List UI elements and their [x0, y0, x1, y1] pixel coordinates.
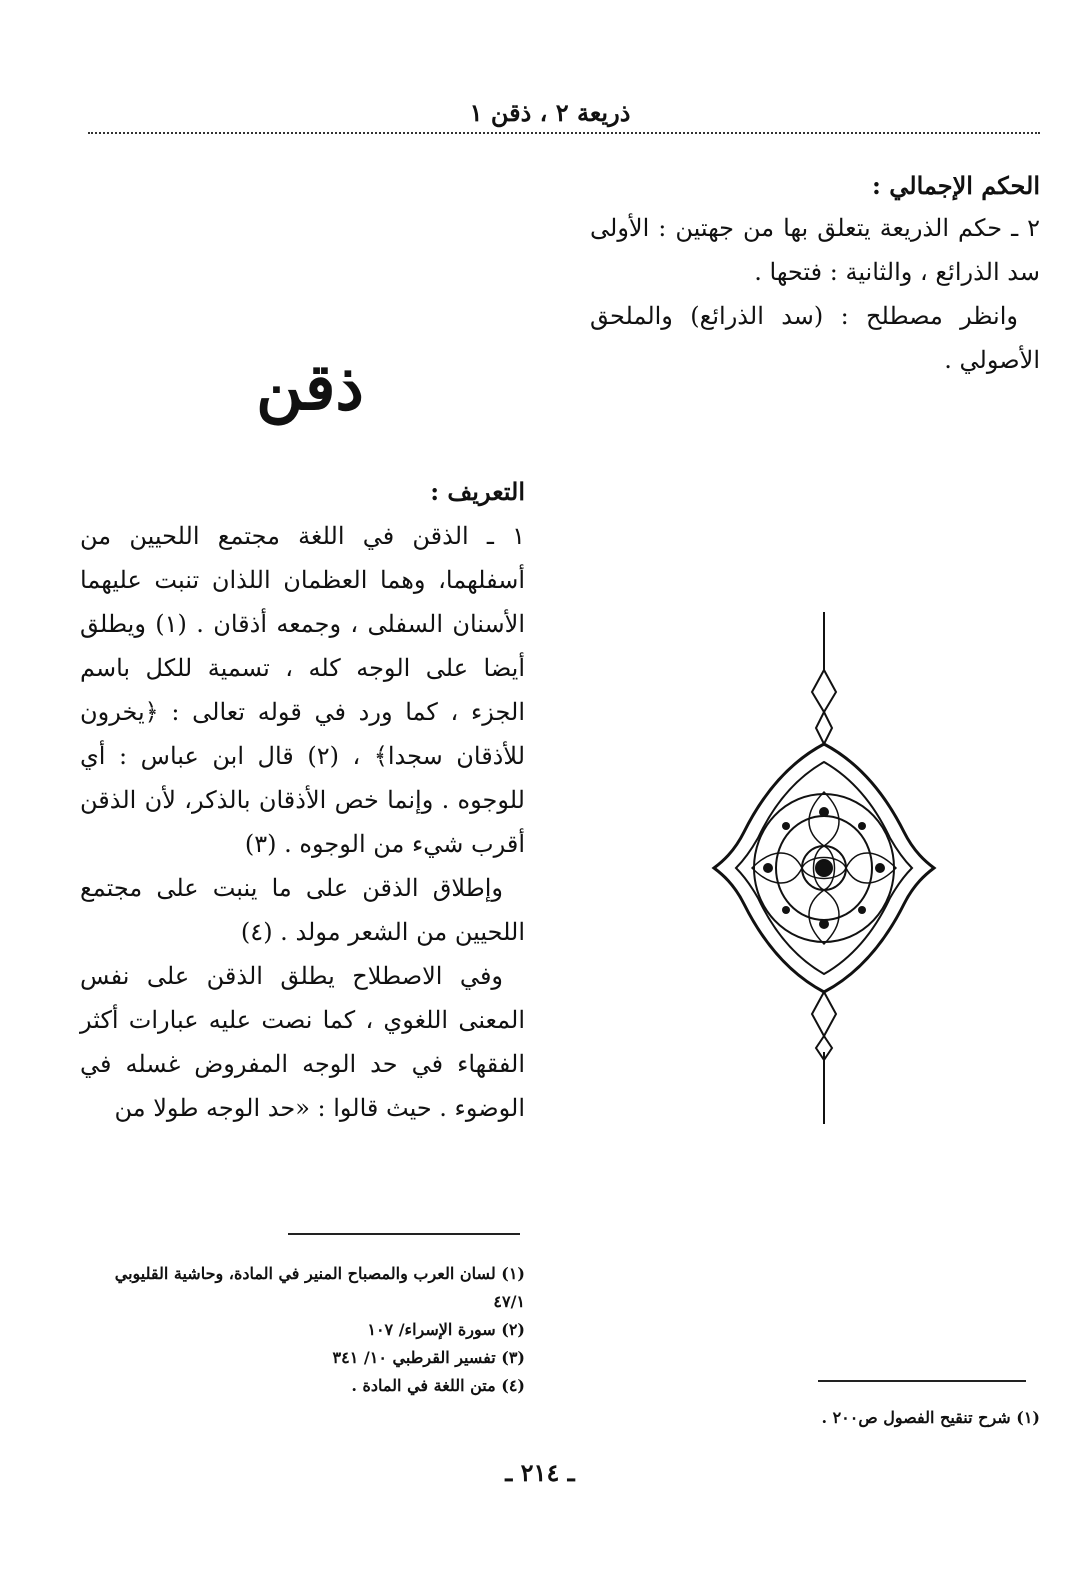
page-number: ـ ٢١٤ ـ — [505, 1458, 575, 1487]
left-footnote-divider — [288, 1233, 520, 1235]
right-paragraph-2: وانظر مصطلح : (سد الذرائع) والملحق الأصولي . — [590, 302, 1040, 374]
left-paragraph-3: وفي الاصطلاح يطلق الذقن على نفس المعنى اللغوي ، كما نصت عليه عبارات أكثر الفقهاء في حد الوجه المفروض غسله في الوضوء . حيث قالوا : «حد الوجه طولا من — [80, 962, 525, 1122]
floral-medallion-ornament-icon — [708, 612, 940, 1124]
right-column — [590, 166, 1040, 382]
left-section-heading: التعريف : — [430, 477, 525, 506]
right-footnote-divider — [818, 1380, 1026, 1382]
page-header-title: ذريعة ٢ ، ذقن ١ — [469, 98, 631, 127]
left-footnotes — [80, 1260, 525, 1400]
footnote-right-1: (١) شرح تنقيح الفصول ص٢٠٠ . — [821, 1408, 1040, 1427]
footnote-3: (٣) تفسير القرطبي ١٠/ ٣٤١ — [332, 1348, 525, 1367]
left-paragraph-1: ١ ـ الذقن في اللغة مجتمع اللحيين من أسفلهما، وهما العظمان اللذان تنبت عليهما الأسنان السفلى ، وجمعه أذقان . (١) ويطلق أيضا على الوجه كله ، تسمية للكل باسم الجزء ، كما ورد في قوله تعالى : ﴿يخرون للأذقان سجدا﴾ ، (٢) قال ابن عباس : أي للوجوه . وإنما خص الأذقان بالذكر، لأن الذقن أقرب شيء من الوجوه . (٣) — [80, 522, 526, 858]
footnote-1: (١) لسان العرب والمصباح المنير في المادة، وحاشية القليوبي ٤٧/١ — [114, 1264, 525, 1311]
right-footnotes — [590, 1404, 1040, 1432]
entry-title: ذقن — [256, 350, 364, 425]
right-section-heading: الحكم الإجمالي : — [872, 171, 1040, 200]
right-paragraph-1: ٢ ـ حكم الذريعة يتعلق بها من جهتين : الأولى سد الذرائع ، والثانية : فتحها . — [590, 214, 1040, 286]
left-paragraph-2: وإطلاق الذقن على ما ينبت على مجتمع اللحيين من الشعر مولد . (٤) — [80, 874, 525, 946]
left-column — [80, 472, 525, 1130]
footnote-2: (٢) سورة الإسراء/ ١٠٧ — [367, 1320, 525, 1339]
footnote-4: (٤) متن اللغة في المادة . — [351, 1376, 525, 1395]
header-dotted-divider — [88, 132, 1040, 134]
